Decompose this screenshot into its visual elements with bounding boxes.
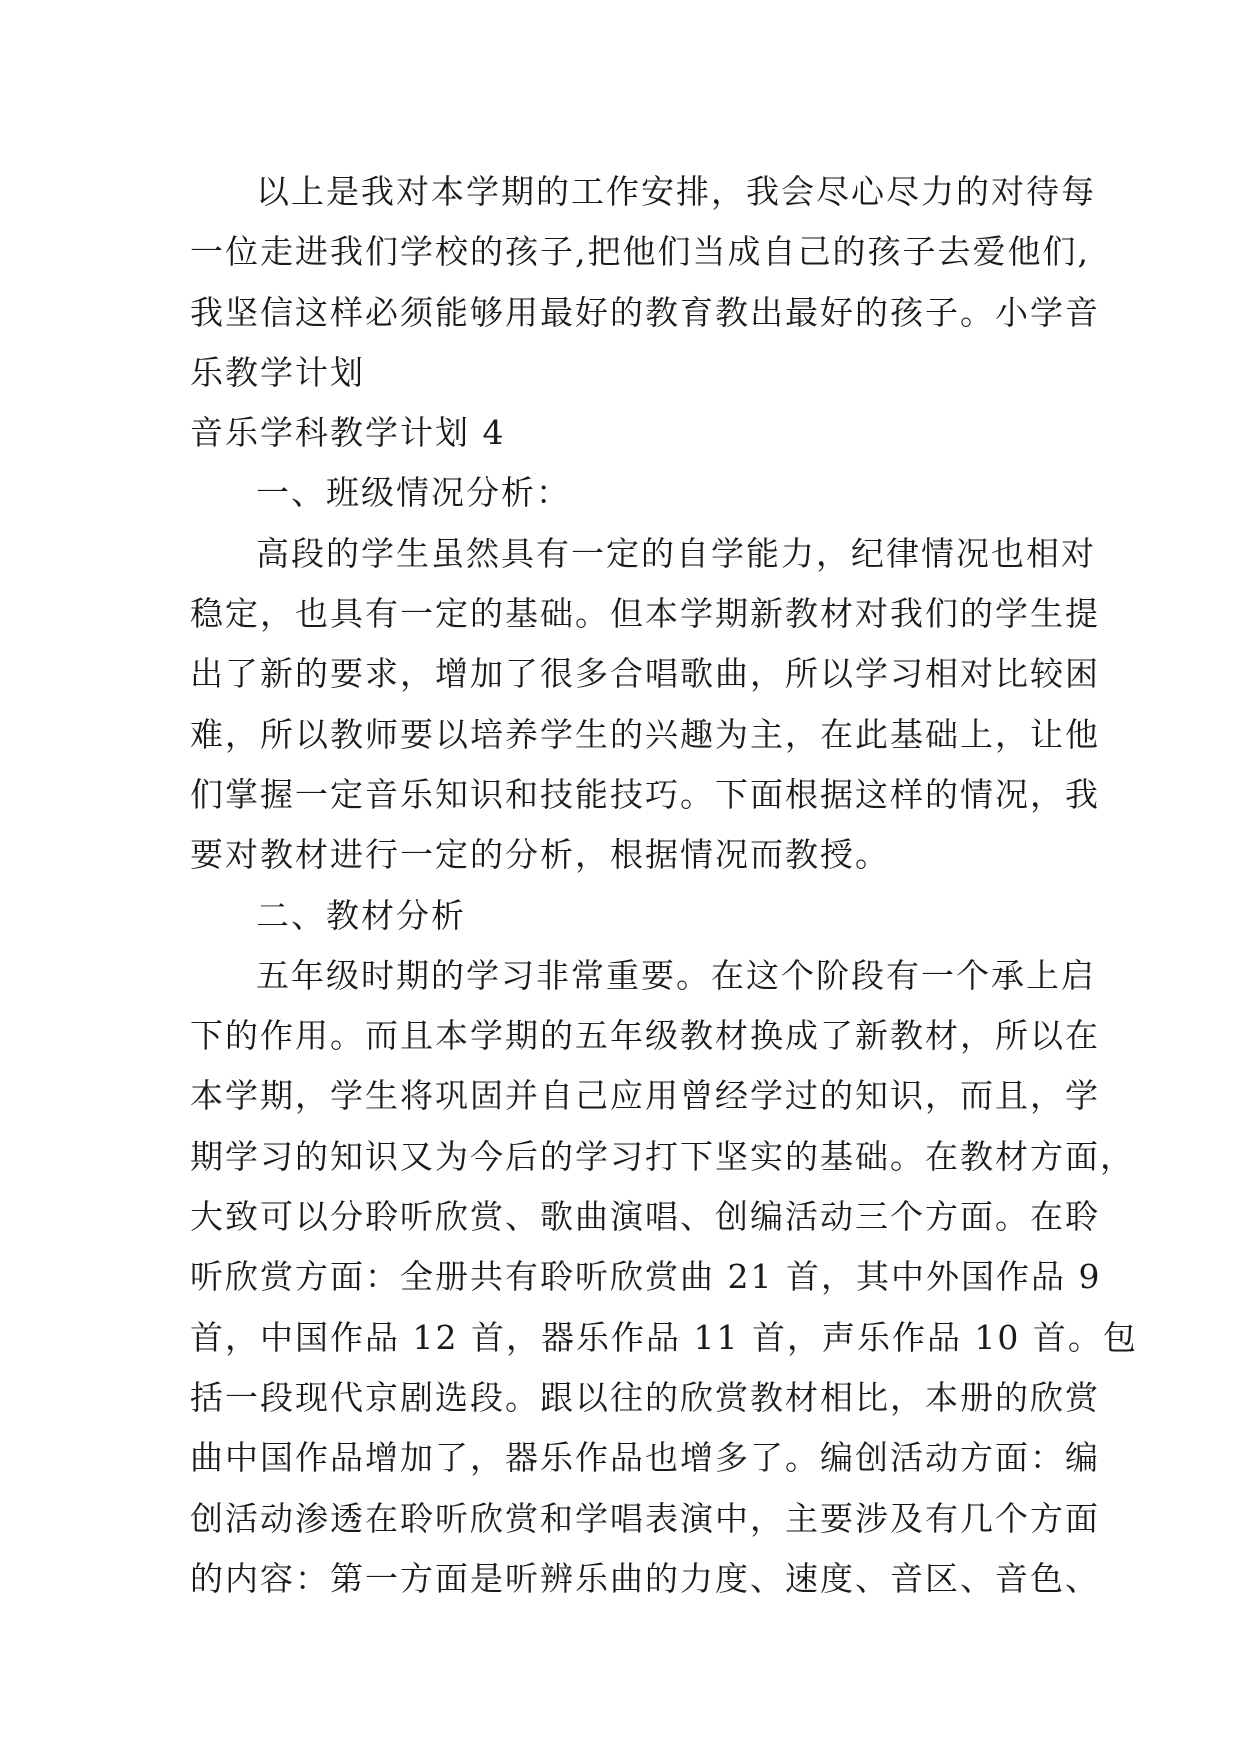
paragraph-line: 出了新的要求，增加了很多合唱歌曲，所以学习相对比较困 <box>190 654 1100 694</box>
document-body <box>190 162 1138 1609</box>
section-title: 音乐学科教学计划 4 <box>190 413 506 453</box>
paragraph-line: 乐教学计划 <box>190 352 365 392</box>
paragraph-line: 高段的学生虽然具有一定的自学能力，纪律情况也相对 <box>256 533 1096 573</box>
paragraph-line: 创活动渗透在聆听欣赏和学唱表演中，主要涉及有几个方面 <box>190 1498 1100 1538</box>
paragraph-line: 稳定，也具有一定的基础。但本学期新教材对我们的学生提 <box>190 594 1100 634</box>
paragraph-line: 下的作用。而且本学期的五年级教材换成了新教材，所以在 <box>190 1016 1100 1056</box>
paragraph-line: 难，所以教师要以培养学生的兴趣为主，在此基础上，让他 <box>190 714 1100 754</box>
paragraph-line: 大致可以分聆听欣赏、歌曲演唱、创编活动三个方面。在聆 <box>190 1197 1100 1237</box>
paragraph-line: 以上是我对本学期的工作安排，我会尽心尽力的对待每 <box>256 172 1096 211</box>
paragraph-line: 本学期，学生将巩固并自己应用曾经学过的知识，而且，学 <box>190 1076 1100 1116</box>
section-heading: 二、教材分析 <box>256 895 466 935</box>
paragraph-line: 要对教材进行一定的分析，根据情况而教授。 <box>190 835 890 875</box>
paragraph-line: 我坚信这样必须能够用最好的教育教出最好的孩子。小学音 <box>190 292 1100 332</box>
paragraph-line: 五年级时期的学习非常重要。在这个阶段有一个承上启 <box>256 955 1096 995</box>
paragraph-line: 一位走进我们学校的孩子,把他们当成自己的孩子去爱他们, <box>190 232 1090 272</box>
paragraph-line: 括一段现代京剧选段。跟以往的欣赏教材相比，本册的欣赏 <box>190 1377 1100 1417</box>
paragraph-line: 的内容：第一方面是听辨乐曲的力度、速度、音区、音色、 <box>190 1558 1100 1598</box>
section-heading: 一、班级情况分析： <box>256 473 571 513</box>
paragraph-line: 们掌握一定音乐知识和技能技巧。下面根据这样的情况，我 <box>190 774 1100 814</box>
paragraph-line: 首，中国作品 12 首，器乐作品 11 首，声乐作品 10 首。包 <box>190 1317 1138 1357</box>
paragraph-line: 期学习的知识又为今后的学习打下坚实的基础。在教材方面， <box>190 1136 1135 1176</box>
paragraph-line: 曲中国作品增加了，器乐作品也增多了。编创活动方面：编 <box>190 1438 1100 1478</box>
paragraph-line: 听欣赏方面：全册共有聆听欣赏曲 21 首，其中外国作品 9 <box>190 1257 1102 1297</box>
